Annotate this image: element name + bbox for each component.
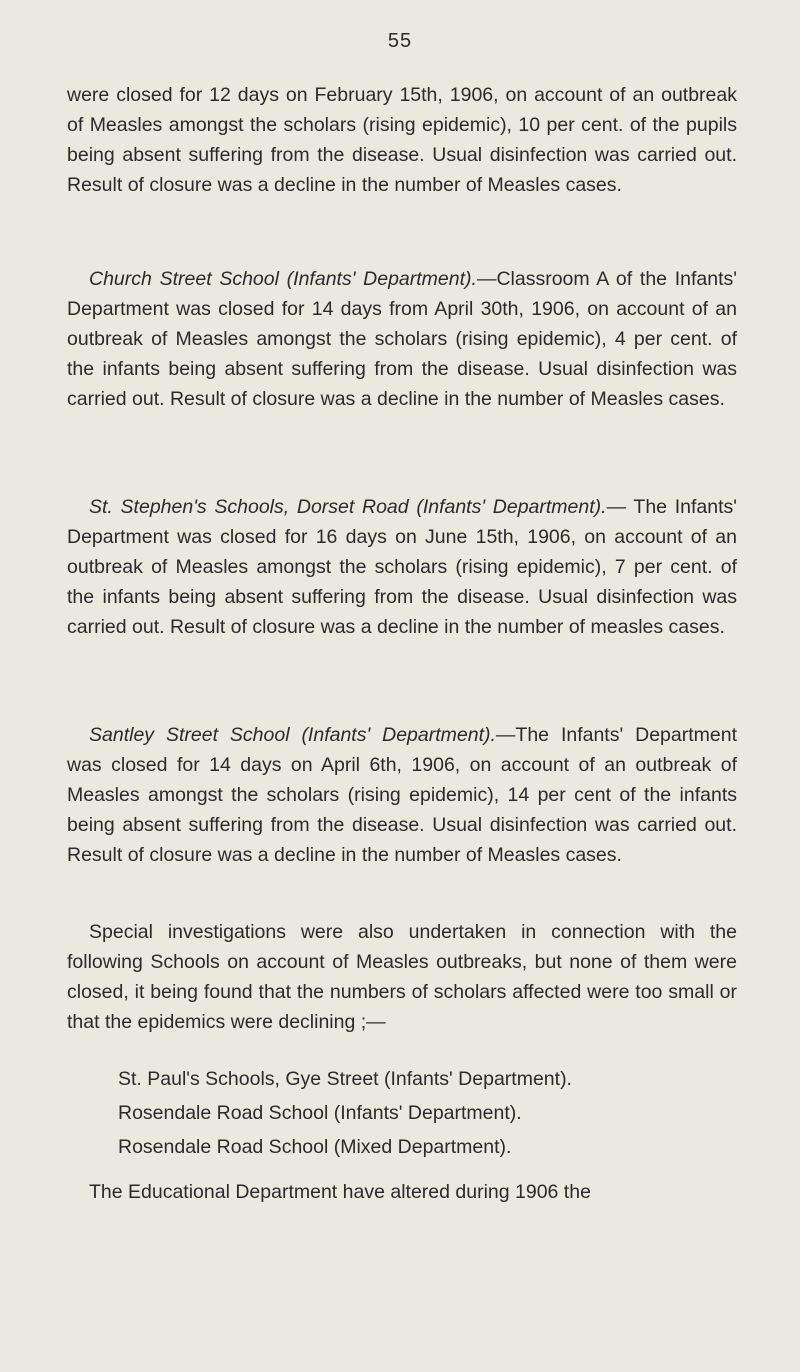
school-heading: Santley Street School (Infants' Department). [89, 724, 496, 746]
paragraph-text: —Classroom A of the Infants' Department was closed for 14 days from April 30th, 1906, on account of an outbreak of Measles amongst the scholars (rising epidemic), 4 per cent. of the infants being absent suffering from the disease. Usual disinfection was carried out. Result of closure was a decline in the number of Measles cases. [67, 268, 737, 410]
paragraph-special-investigations [67, 917, 737, 1037]
paragraph-measles-closure-continued [67, 80, 737, 200]
list-item: St. Paul's Schools, Gye Street (Infants' Department). [118, 1068, 572, 1090]
paragraph-text: Special investigations were also undertaken in connection with the following Schools on account of Measles outbreaks, but none of them were closed, it being found that the numbers of scholars affected were too small or that the epidemics were declining ;— [67, 921, 737, 1033]
paragraph-text: — The Infants' Department was closed for 16 days on June 15th, 1906, on account of an outbreak of Measles amongst the scholars (rising epidemic), 7 per cent. of the infants being absent suffering from the disease. Usual disinfection was carried out. Result of closure was a decline in the number of measles cases. [67, 496, 737, 638]
investigated-schools-list [118, 1064, 738, 1166]
paragraph-church-street-school [67, 264, 737, 414]
paragraph-santley-street-school [67, 720, 737, 870]
paragraph-text: —The Infants' Department was closed for 14 days on April 6th, 1906, on account of an outbreak of Measles amongst the scholars (rising epidemic), 14 per cent of the infants being absent suffering from the disease. Usual disinfection was carried out. Result of closure was a decline in the number of Measles cases. [67, 724, 737, 866]
school-heading: St. Stephen's Schools, Dorset Road (Infants' Department). [89, 496, 607, 518]
paragraph-st-stephens-schools [67, 492, 737, 642]
paragraph-text: The Educational Department have altered during 1906 the [89, 1181, 591, 1203]
paragraph-educational-department [67, 1177, 737, 1207]
page-number: 55 [387, 30, 413, 52]
list-item: Rosendale Road School (Mixed Department). [118, 1136, 512, 1158]
list-item: Rosendale Road School (Infants' Department). [118, 1102, 522, 1124]
school-heading: Church Street School (Infants' Department). [89, 268, 477, 290]
paragraph-text: were closed for 12 days on February 15th, 1906, on account of an outbreak of Measles amongst the scholars (rising epidemic), 10 per cent. of the pupils being absent suffering from the disease. Usual disinfection was carried out. Result of closure was a decline in the number of Measles cases. [67, 84, 737, 196]
